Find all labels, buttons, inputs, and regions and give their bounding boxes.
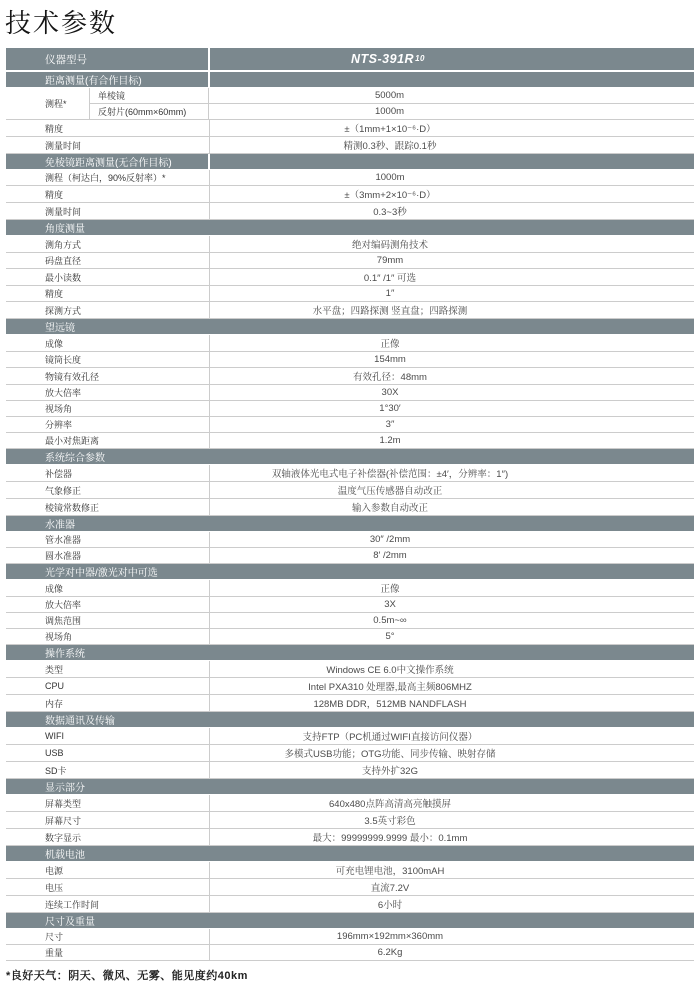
spec-group-row bbox=[6, 88, 694, 120]
footnote: *良好天气：阴天、微风、无雾、能见度约40km bbox=[6, 970, 248, 982]
section-title: 望远镜 bbox=[45, 323, 75, 334]
spec-value: 双轴液体光电式电子补偿器(补偿范围：±4′，分辨率：1″) bbox=[271, 469, 509, 480]
spec-label: 连续工作时间 bbox=[6, 896, 210, 912]
spec-value: 绝对编码测角技术 bbox=[351, 240, 428, 251]
spec-row bbox=[6, 499, 694, 516]
section-title: 水准器 bbox=[45, 520, 75, 531]
spec-label: 最小读数 bbox=[6, 269, 210, 285]
spec-value: ±（1mm+1×10⁻⁶·D） bbox=[344, 124, 436, 135]
section-header bbox=[6, 516, 694, 532]
spec-value: 可充电锂电池，3100mAH bbox=[335, 866, 445, 877]
spec-label: 测量时间 bbox=[6, 137, 210, 153]
section-title: 距离测量(有合作目标) bbox=[6, 72, 210, 87]
spec-label: 屏幕类型 bbox=[6, 795, 210, 811]
spec-row bbox=[6, 120, 694, 137]
spec-label: 调焦范围 bbox=[6, 613, 210, 628]
section-header bbox=[6, 220, 694, 236]
spec-label: 重量 bbox=[6, 945, 210, 960]
spec-label: 测角方式 bbox=[6, 236, 210, 252]
model-row bbox=[6, 48, 694, 72]
spec-label: 放大倍率 bbox=[6, 597, 210, 612]
spec-row bbox=[6, 597, 694, 613]
spec-row bbox=[6, 548, 694, 564]
section-band-right bbox=[210, 72, 694, 87]
spec-value: ±（3mm+2×10⁻⁶·D） bbox=[344, 190, 436, 201]
spec-value: 有效孔径：48mm bbox=[353, 372, 427, 383]
spec-value: 79mm bbox=[376, 255, 404, 266]
spec-label: 补偿器 bbox=[6, 465, 210, 481]
model-row-label: 仪器型号 bbox=[6, 48, 210, 70]
spec-label: 成像 bbox=[6, 580, 210, 596]
spec-label: 类型 bbox=[6, 661, 210, 677]
spec-row bbox=[6, 302, 694, 319]
spec-label: WIFI bbox=[6, 728, 210, 744]
section-title: 系统综合参数 bbox=[45, 453, 105, 464]
section-header bbox=[6, 72, 694, 88]
spec-row bbox=[6, 945, 694, 961]
spec-row bbox=[6, 433, 694, 449]
spec-row bbox=[6, 368, 694, 385]
spec-value: 640x480点阵高清高亮触摸屏 bbox=[329, 799, 451, 810]
spec-value: Windows CE 6.0中文操作系统 bbox=[326, 665, 454, 676]
section-header bbox=[6, 712, 694, 728]
spec-label: CPU bbox=[6, 678, 210, 694]
spec-label: 电源 bbox=[6, 862, 210, 878]
spec-value: 196mm×192mm×360mm bbox=[336, 931, 444, 942]
model-name bbox=[210, 48, 694, 70]
spec-value: 0.3~3秒 bbox=[373, 207, 407, 218]
spec-row bbox=[6, 678, 694, 695]
spec-value: 3X bbox=[384, 599, 396, 610]
spec-value: 3″ bbox=[385, 419, 395, 430]
spec-row bbox=[6, 580, 694, 597]
spec-value: 多模式USB功能；OTG功能、同步传输、映射存储 bbox=[284, 749, 496, 760]
spec-row bbox=[6, 236, 694, 253]
spec-label: SD卡 bbox=[6, 762, 210, 778]
spec-value: 0.5m~∞ bbox=[373, 615, 407, 626]
spec-label: 探测方式 bbox=[6, 302, 210, 318]
spec-value: 3.5英寸彩色 bbox=[364, 816, 416, 827]
spec-label: 精度 bbox=[6, 120, 210, 136]
spec-value: 正像 bbox=[380, 584, 400, 595]
section-header bbox=[6, 319, 694, 335]
spec-value: 水平盘；四路探测 竖直盘；四路探测 bbox=[312, 306, 468, 317]
spec-label: 分辨率 bbox=[6, 417, 210, 432]
spec-label: 尺寸 bbox=[6, 929, 210, 944]
spec-value: 温度气压传感器自动改正 bbox=[337, 486, 443, 497]
spec-row bbox=[6, 186, 694, 203]
spec-row bbox=[6, 661, 694, 678]
spec-value: 128MB DDR，512MB NANDFLASH bbox=[313, 699, 467, 710]
spec-row bbox=[6, 269, 694, 286]
model-name-subscript: 10 bbox=[415, 54, 425, 63]
spec-value: 1.2m bbox=[379, 435, 401, 446]
spec-value: 5° bbox=[385, 631, 395, 642]
spec-group-label: 测程* bbox=[6, 88, 90, 119]
section-header bbox=[6, 645, 694, 661]
spec-label: 测量时间 bbox=[6, 203, 210, 219]
spec-row bbox=[6, 532, 694, 548]
spec-label: 圆水准器 bbox=[6, 548, 210, 563]
spec-label: 镜筒长度 bbox=[6, 352, 210, 367]
section-title: 角度测量 bbox=[45, 224, 85, 235]
spec-label: 物镜有效孔径 bbox=[6, 368, 210, 384]
spec-subrow bbox=[90, 88, 694, 103]
spec-value: 正像 bbox=[380, 339, 400, 350]
spec-row bbox=[6, 862, 694, 879]
section-title: 免棱镜距离测量(无合作目标) bbox=[6, 154, 210, 169]
spec-value: 直流7.2V bbox=[370, 883, 410, 894]
spec-label: 电压 bbox=[6, 879, 210, 895]
spec-value: 0.1″ /1″ 可选 bbox=[363, 273, 417, 284]
section-title: 操作系统 bbox=[45, 649, 85, 660]
spec-label: 精度 bbox=[6, 286, 210, 301]
spec-group-subrows bbox=[90, 88, 694, 119]
spec-row bbox=[6, 879, 694, 896]
spec-row bbox=[6, 812, 694, 829]
spec-row bbox=[6, 795, 694, 812]
spec-row bbox=[6, 170, 694, 186]
model-name-text: NTS-391R bbox=[351, 52, 415, 66]
spec-value: 30″ /2mm bbox=[369, 534, 411, 545]
spec-label: 精度 bbox=[6, 186, 210, 202]
spec-row bbox=[6, 417, 694, 433]
section-title: 数据通讯及传输 bbox=[45, 716, 115, 727]
section-title: 光学对中器/激光对中可选 bbox=[45, 568, 158, 579]
spec-value: 8′ /2mm bbox=[373, 550, 407, 561]
section-title: 尺寸及重量 bbox=[45, 917, 95, 928]
spec-label: USB bbox=[6, 745, 210, 761]
spec-row bbox=[6, 728, 694, 745]
spec-row bbox=[6, 762, 694, 779]
section-header bbox=[6, 779, 694, 795]
spec-row bbox=[6, 401, 694, 417]
spec-label: 数字显示 bbox=[6, 829, 210, 845]
spec-label: 视场角 bbox=[6, 629, 210, 644]
section-title: 显示部分 bbox=[45, 783, 85, 794]
spec-row bbox=[6, 137, 694, 154]
spec-sublabel: 单棱镜 bbox=[90, 88, 209, 103]
spec-value: 1000m bbox=[375, 172, 405, 183]
spec-value: 支持FTP（PC机通过WIFI直接访问仪器） bbox=[302, 732, 478, 743]
spec-label: 成像 bbox=[6, 335, 210, 351]
spec-value: 输入参数自动改正 bbox=[351, 503, 428, 514]
spec-value: Intel PXA310 处理器,最高主频806MHZ bbox=[308, 682, 472, 693]
spec-value: 支持外扩32G bbox=[362, 766, 418, 777]
spec-label: 管水准器 bbox=[6, 532, 210, 547]
spec-value: 30X bbox=[381, 387, 399, 398]
spec-value: 最大：99999999.9999 最小：0.1mm bbox=[312, 833, 468, 844]
section-header bbox=[6, 154, 694, 170]
spec-row bbox=[6, 482, 694, 499]
spec-row bbox=[6, 335, 694, 352]
spec-value: 6.2Kg bbox=[377, 947, 403, 958]
spec-row bbox=[6, 352, 694, 368]
spec-label: 视场角 bbox=[6, 401, 210, 416]
spec-value: 精测0.3秒、跟踪0.1秒 bbox=[343, 141, 437, 152]
spec-row bbox=[6, 613, 694, 629]
spec-row bbox=[6, 203, 694, 220]
spec-row bbox=[6, 385, 694, 401]
spec-label: 棱镜常数修正 bbox=[6, 499, 210, 515]
spec-value: 1°30′ bbox=[379, 403, 401, 414]
spec-subrow bbox=[90, 103, 694, 119]
spec-table bbox=[6, 48, 694, 961]
spec-row bbox=[6, 629, 694, 645]
spec-label: 气象修正 bbox=[6, 482, 210, 498]
page-title: 技术参数 bbox=[5, 8, 118, 38]
spec-row bbox=[6, 286, 694, 302]
spec-row bbox=[6, 695, 694, 712]
spec-value: 5000m bbox=[374, 90, 405, 101]
section-band-right bbox=[210, 154, 694, 169]
spec-value: 6小时 bbox=[377, 900, 403, 911]
spec-label: 放大倍率 bbox=[6, 385, 210, 400]
spec-label: 测程（柯达白，90%反射率）* bbox=[6, 170, 210, 185]
section-header bbox=[6, 449, 694, 465]
spec-row bbox=[6, 253, 694, 269]
spec-value: 154mm bbox=[374, 354, 406, 365]
spec-row bbox=[6, 896, 694, 913]
spec-label: 码盘直径 bbox=[6, 253, 210, 268]
spec-label: 内存 bbox=[6, 695, 210, 711]
section-title: 机载电池 bbox=[45, 850, 85, 861]
spec-value: 1000m bbox=[374, 106, 405, 117]
section-header bbox=[6, 564, 694, 580]
spec-row bbox=[6, 465, 694, 482]
spec-value: 1″ bbox=[385, 288, 395, 299]
spec-row bbox=[6, 745, 694, 762]
spec-row bbox=[6, 929, 694, 945]
spec-label: 最小对焦距离 bbox=[6, 433, 210, 448]
spec-sublabel: 反射片(60mm×60mm) bbox=[90, 104, 209, 119]
section-header bbox=[6, 913, 694, 929]
section-header bbox=[6, 846, 694, 862]
spec-label: 屏幕尺寸 bbox=[6, 812, 210, 828]
spec-row bbox=[6, 829, 694, 846]
